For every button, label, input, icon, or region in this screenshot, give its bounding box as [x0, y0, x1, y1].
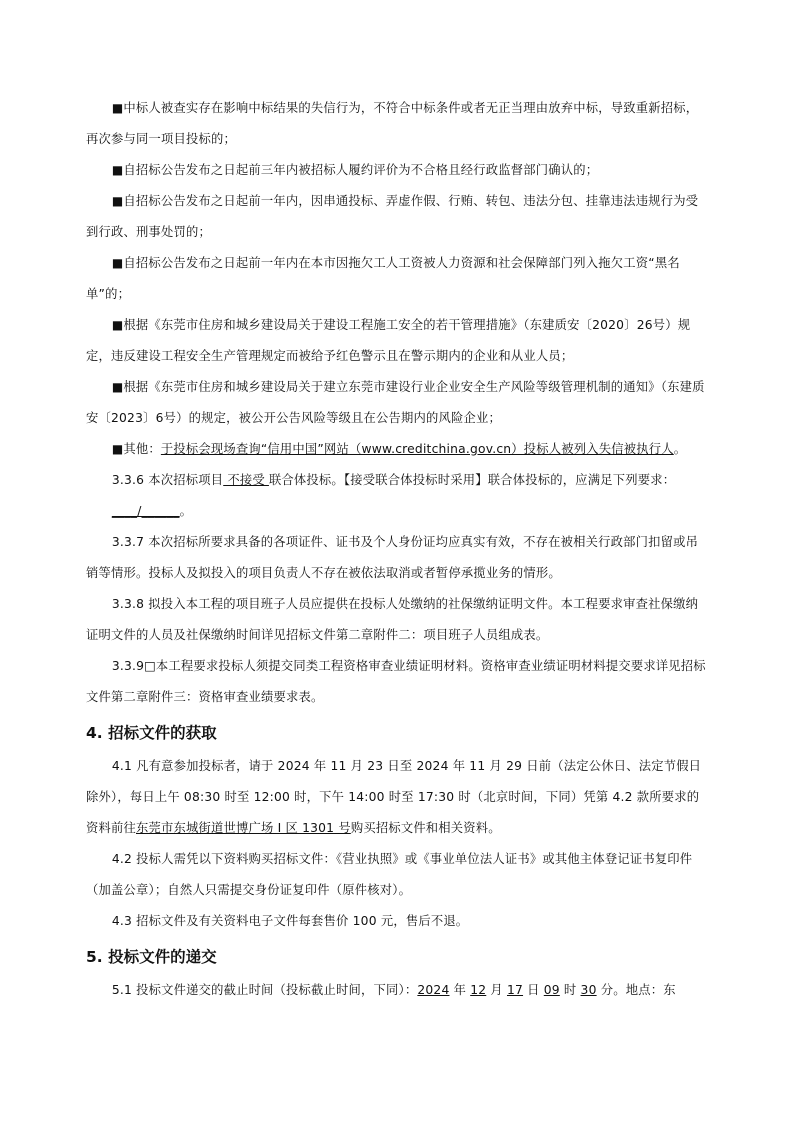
s41-text-a: 4.1 凡有意参加投标者，请于 2024 年 11 月 23 日至 2024 年 11 月 29 日前（法定公休日、法定节假日除外），每日上午 08:30 时至 12:00 时，下午 14:00 时至 17:30 时（北京时间，下同）凭第 4.2 款所要求的资料前往 [86, 759, 702, 835]
s51-t5: 分。地点：东 [596, 983, 676, 997]
s51-minute: 30 [580, 983, 597, 997]
s51-year: 2024 [417, 983, 450, 997]
section-5-1 [86, 975, 710, 1006]
section-3-3-9: 3.3.9□本工程要求投标人须提交同类工程资格审查业绩证明材料。资格审查业绩证明材料提交要求详见招标文件第二章附件三：资格审查业绩要求表。 [86, 659, 706, 704]
s336-text-a: 3.3.6 本次招标项目 [111, 473, 224, 487]
bullet-1: ■ 中标人被查实存在影响中标结果的失信行为，不符合中标条件或者无正当理由放弃中标，导致重新招标，再次参与同一项目投标的； [86, 93, 710, 155]
s51-t1: 年 [449, 983, 471, 997]
section-3-3-8: 3.3.8 拟投入本工程的项目班子人员应提供在投标人处缴纳的社保缴纳证明文件。本工程要求审查社保缴纳证明文件的人员及社保缴纳时间详见招标文件第二章附件二：项目班子人员组成表。 [86, 597, 699, 642]
bullet-4: ■ 自招标公告发布之日起前一年内在本市因拖欠工人工资被人力资源和社会保障部门列入拖欠工资“黑名单”的； [86, 248, 710, 310]
bullet-3: ■ 自招标公告发布之日起前一年内，因串通投标、弄虚作假、行贿、转包、违法分包、挂靠违法违规行为受到行政、刑事处罚的； [86, 186, 710, 248]
section-4-1 [86, 751, 710, 844]
s51-month: 12 [470, 983, 487, 997]
s336-text-c: 联合体投标。【接受联合体投标时采用】联合体投标的，应满足下列要求： [268, 473, 676, 487]
s51-text-a: 5.1 投标文件递交的截止时间（投标截止时间，下同）： [111, 983, 418, 997]
bullet-2: ■ 自招标公告发布之日起前三年内被招标人履约评价为不合格且经行政监督部门确认的； [86, 155, 710, 186]
section-3-3-7: 3.3.7 本次招标所要求具备的各项证件、证书及个人身份证均应真实有效，不存在被相关行政部门扣留或吊销等情形。投标人及拟投入的项目负责人不存在被依法取消或者暂停承揽业务的情形。 [86, 535, 699, 580]
section-3-3-6 [86, 465, 710, 527]
section-4-3: 4.3 招标文件及有关资料电子文件每套售价 100 元，售后不退。 [111, 914, 469, 928]
bullet-6: ■ 根据《东莞市住房和城乡建设局关于建立东莞市建设行业企业安全生产风险等级管理机制的通知》（东建质安〔2023〕6号）的规定，被公开公告风险等级且在公告期内的风险企业； [86, 372, 710, 434]
other-underlined: 于投标会现场查询“信用中国”网站（www.creditchina.gov.cn）投标人被列入失信被执行人 [160, 442, 674, 456]
heading-5: 5. 投标文件的递交 [86, 948, 217, 966]
s41-address: 东莞市东城街道世博广场 I 区 1301 号 [136, 821, 351, 835]
section-4-2: 4.2 投标人需凭以下资料购买招标文件：《营业执照》或《事业单位法人证书》或其他主体登记证书复印件（加盖公章）；自然人只需提交身份证复印件（原件核对）。 [86, 852, 693, 897]
other-suffix: 。 [673, 442, 687, 456]
s336-blank: ____/______ [111, 504, 180, 518]
s51-t3: 日 [523, 983, 544, 997]
s336-text-e: 。 [179, 504, 193, 518]
other-prefix: 其他： [123, 442, 161, 456]
s336-not-accept: 不接受 [223, 473, 269, 487]
s51-t2: 月 [486, 983, 507, 997]
bullet-5: ■ 根据《东莞市住房和城乡建设局关于建设工程施工安全的若干管理措施》（东建质安〔2020〕26号）规定，违反建设工程安全生产管理规定而被给予红色警示且在警示期内的企业和从业人员； [86, 310, 710, 372]
document-page [86, 93, 710, 1006]
s51-hour: 09 [543, 983, 560, 997]
s51-t4: 时 [559, 983, 581, 997]
s41-text-c: 购买招标文件和相关资料。 [350, 821, 501, 835]
s51-day: 17 [506, 983, 524, 997]
bullet-other [86, 434, 710, 465]
heading-4: 4. 招标文件的获取 [86, 724, 217, 742]
